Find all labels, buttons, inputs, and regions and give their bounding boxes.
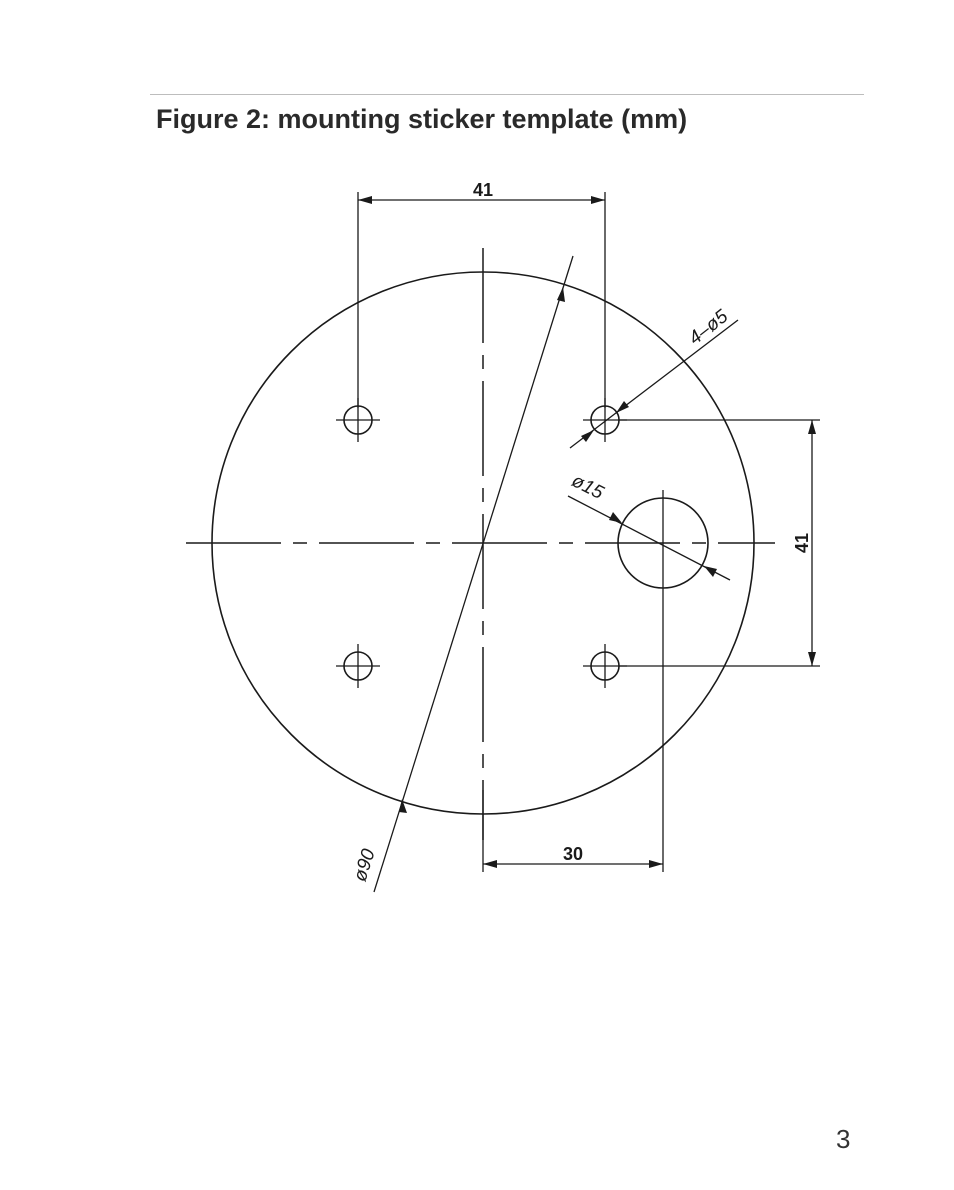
dimension-hole-diameter [570,320,738,448]
dimension-top-41 [358,192,605,408]
dimension-top-label: 41 [472,180,494,200]
dimension-bottom-label: 30 [562,844,584,864]
dimension-hole-diameter-label: 4–ø5 [685,306,733,350]
dimension-cable-hole-diameter [568,496,730,580]
dimension-diameter-90-label: ø90 [349,846,380,885]
dimension-cable-hole-label: ø15 [568,470,607,504]
page-number: 3 [836,1124,851,1154]
dimension-diameter-90 [374,256,573,892]
mounting-hole-bottom-left [336,644,380,688]
dimension-right-label: 41 [792,532,812,554]
figure-title: Figure 2: mounting sticker template (mm) [156,104,688,134]
